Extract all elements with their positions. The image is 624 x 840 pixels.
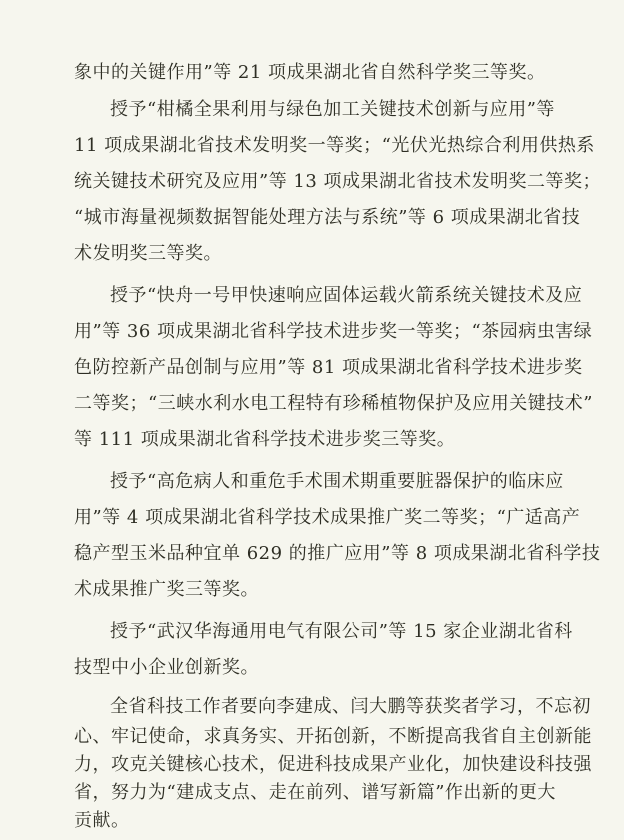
text-line: 11 项成果湖北省技术发明奖一等奖；“光伏光热综合利用供热系 xyxy=(74,135,595,156)
text-line: 统关键技术研究及应用”等 13 项成果湖北省技术发明奖二等奖； xyxy=(74,171,602,192)
text-line: 授予“高危病人和重危手术围术期重要脏器保护的临床应 xyxy=(110,471,564,492)
text-line: 力，攻克关键核心技术，促进科技成果产业化，加快建设科技强 xyxy=(74,754,592,775)
text-line: 等 111 项成果湖北省科学技术进步奖三等奖。 xyxy=(74,429,456,450)
text-line: 用”等 36 项成果湖北省科学技术进步奖一等奖；“茶园病虫害绿 xyxy=(74,321,593,342)
text-line: 省，努力为“建成支点、走在前列、谱写新篇”作出新的更大 xyxy=(74,782,556,803)
text-line: 贡献。 xyxy=(74,810,130,831)
text-line: 全省科技工作者要向李建成、闫大鹏等获奖者学习，不忘初 xyxy=(110,696,591,717)
text-line: 授予“柑橘全果利用与绿色加工关键技术创新与应用”等 xyxy=(110,99,555,120)
text-line: 技型中小企业创新奖。 xyxy=(74,657,259,678)
text-line: 心、牢记使命，求真务实、开拓创新，不断提高我省自主创新能 xyxy=(74,726,592,747)
text-line: “城市海量视频数据智能处理方法与系统”等 6 项成果湖北省技 xyxy=(74,207,581,228)
text-line: 象中的关键作用”等 21 项成果湖北省自然科学奖三等奖。 xyxy=(74,62,546,83)
text-line: 术发明奖三等奖。 xyxy=(74,243,222,264)
text-line: 色防控新产品创制与应用”等 81 项成果湖北省科学技术进步奖 xyxy=(74,357,583,378)
text-line: 授予“快舟一号甲快速响应固体运载火箭系统关键技术及应 xyxy=(110,285,583,306)
text-line: 稳产型玉米品种宜单 629 的推广应用”等 8 项成果湖北省科学技 xyxy=(74,543,601,564)
text-line: 授予“武汉华海通用电气有限公司”等 15 家企业湖北省科 xyxy=(110,621,573,642)
text-line: 术成果推广奖三等奖。 xyxy=(74,579,259,600)
text-line: 用”等 4 项成果湖北省科学技术成果推广奖二等奖；“广适高产 xyxy=(74,507,581,528)
text-line: 二等奖；“三峡水利水电工程特有珍稀植物保护及应用关键技术” xyxy=(74,393,593,414)
